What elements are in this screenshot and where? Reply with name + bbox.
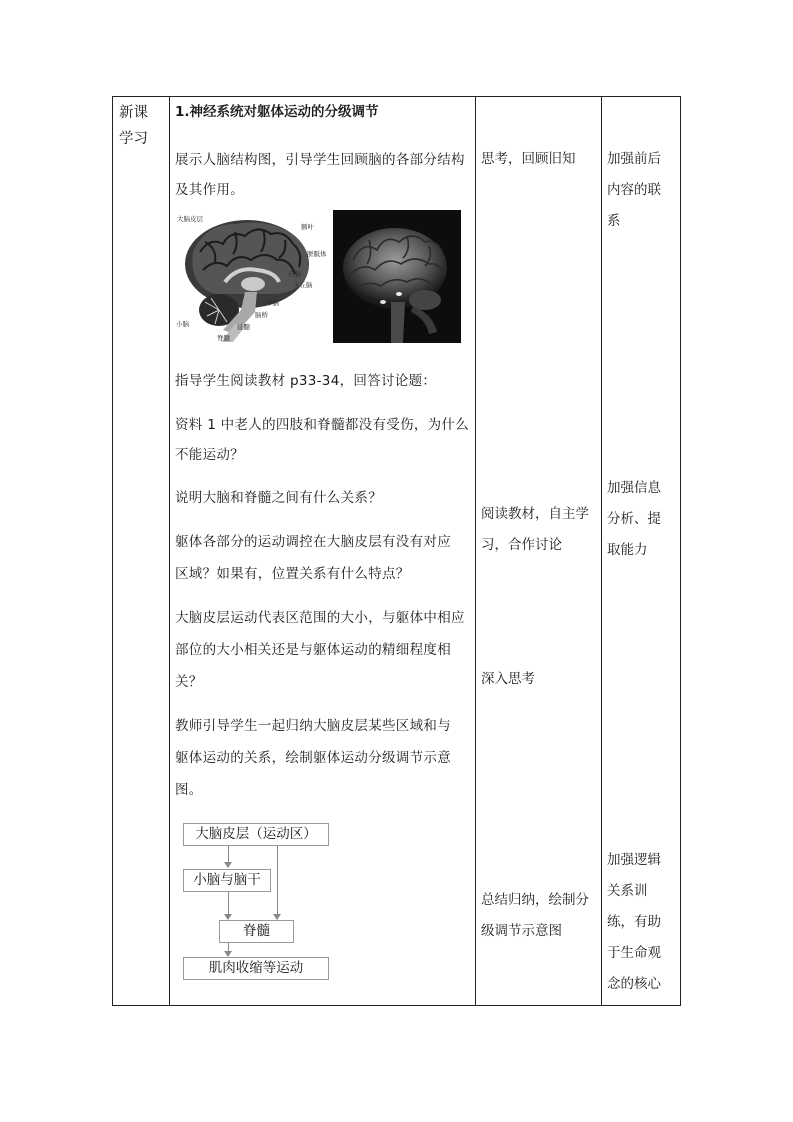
brain-3d-render: [333, 210, 461, 343]
question4-line2: 部位的大小相关还是与躯体运动的精细程度相: [175, 642, 451, 658]
intent-2-line3: 取能力: [607, 542, 648, 558]
student-activity-4-line1: 总结归纳，绘制分: [481, 892, 589, 908]
section-label-cell: [113, 97, 169, 1005]
intro-line-2: 及其作用。: [175, 182, 244, 198]
motor-regulation-flow-diagram: [181, 819, 341, 984]
section-label-line1: 新课: [119, 105, 148, 121]
summary-line3: 图。: [175, 782, 203, 798]
section-heading: 1.神经系统对躯体运动的分级调节: [175, 104, 379, 120]
intent-3-line3: 练，有助: [607, 914, 661, 930]
intent-3-line5: 念的核心: [607, 976, 661, 992]
intent-3-line4: 于生命观: [607, 945, 661, 961]
summary-line2: 躯体运动的关系，绘制躯体运动分级调节示意: [175, 750, 451, 766]
student-activity-1: 思考，回顾旧知: [481, 151, 576, 167]
flow-box-spinal-cord: 脊髓: [219, 920, 294, 943]
label-corpus-callosum: 胼胝体: [307, 250, 327, 258]
label-frontal: 额叶: [301, 223, 314, 231]
label-hypothalamus: 下丘脑: [293, 281, 313, 289]
label-medulla: 延髓: [237, 323, 250, 331]
question3-line1: 躯体各部分的运动调控在大脑皮层有没有对应: [175, 534, 451, 550]
summary-line1: 教师引导学生一起归纳大脑皮层某些区域和与: [175, 718, 451, 734]
intent-3-line1: 加强逻辑: [607, 852, 661, 868]
intro-line-1: 展示人脑结构图，引导学生回顾脑的各部分结构: [175, 152, 465, 168]
student-activity-2-line1: 阅读教材，自主学: [481, 506, 589, 522]
intent-3-line2: 关系训: [607, 883, 648, 899]
intent-1-line2: 内容的联: [607, 182, 661, 198]
question1-line1: 资料 1 中老人的四肢和脊髓都没有受伤，为什么: [175, 417, 470, 433]
label-midbrain: 中脑: [266, 299, 279, 307]
brain-photo-illustration: [333, 210, 461, 343]
teacher-activity-cell: [169, 97, 475, 1005]
label-cerebellum: 小脑: [176, 320, 189, 328]
intent-2-line1: 加强信息: [607, 480, 661, 496]
arrow-down-icon: [224, 862, 232, 868]
intent-1-line3: 系: [607, 213, 621, 229]
flow-box-muscle: 肌肉收缩等运动: [183, 957, 329, 980]
question4-line1: 大脑皮层运动代表区范围的大小，与躯体中相应: [175, 610, 465, 626]
question1-line2: 不能运动？: [175, 447, 244, 463]
flow-arrow-line: [228, 892, 229, 916]
student-activity-cell: [475, 97, 601, 1005]
brain-structure-diagram: [175, 212, 325, 342]
intent-2-line2: 分析、提: [607, 511, 661, 527]
guide-text: 指导学生阅读教材 p33-34，回答讨论题：: [175, 373, 437, 389]
student-activity-3: 深入思考: [481, 671, 535, 687]
flow-box-cortex: 大脑皮层（运动区）: [183, 823, 329, 846]
label-pons: 脑桥: [255, 311, 268, 319]
label-cortex: 大脑皮层: [177, 215, 203, 223]
question2: 说明大脑和脊髓之间有什么关系？: [175, 490, 382, 506]
design-intent-cell: [601, 97, 682, 1005]
flow-arrow-line: [277, 846, 278, 916]
student-activity-4-line2: 级调节示意图: [481, 923, 562, 939]
intent-1-line1: 加强前后: [607, 151, 661, 167]
flow-box-cerebellum-brainstem: 小脑与脑干: [183, 869, 271, 892]
question4-line3: 关？: [175, 674, 203, 690]
lesson-table: [112, 96, 681, 1006]
label-spinal-cord: 脊髓: [217, 334, 230, 342]
brain-sagittal-illustration: [175, 212, 325, 342]
student-activity-2-line2: 习，合作讨论: [481, 537, 562, 553]
question3-line2: 区域？如果有，位置关系有什么特点？: [175, 566, 410, 582]
label-thalamus: 丘脑: [288, 270, 301, 278]
section-label-line2: 学习: [119, 131, 148, 147]
